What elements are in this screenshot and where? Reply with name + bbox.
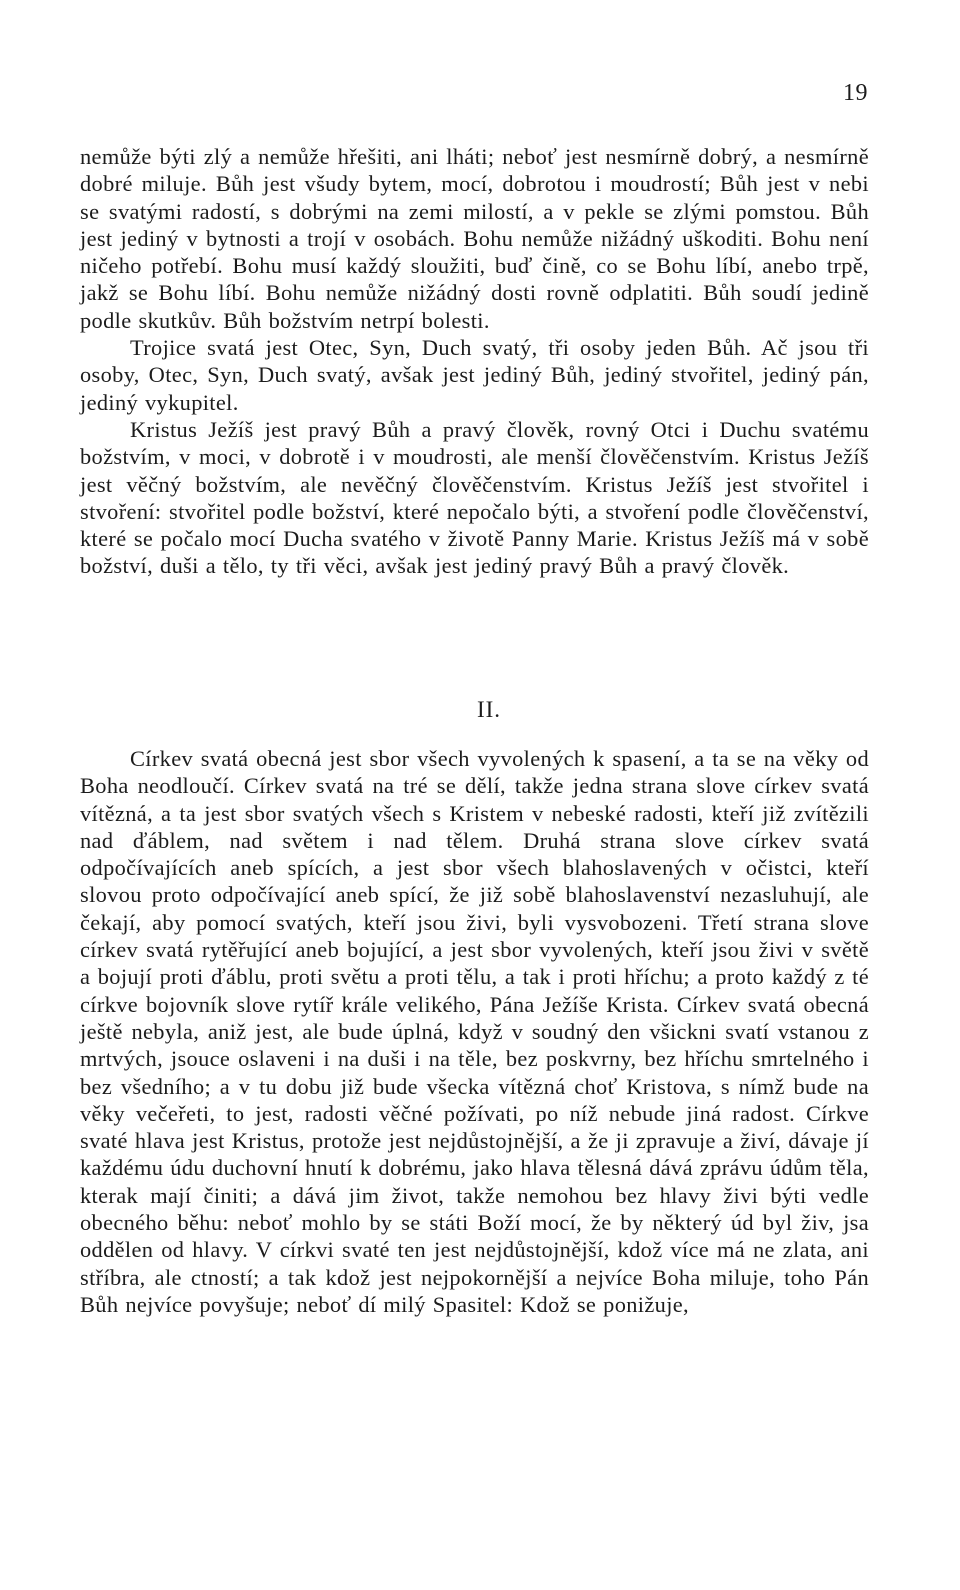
text-block-section-2 bbox=[80, 745, 869, 1318]
paragraph-church: Církev svatá obecná jest sbor všech vyvolených k spasení, a ta se na věky od Boha neodloučí. Církev svatá na tré se dělí, takže jedna strana slove církev svatá vítězná, a ta jest sbor svatých všech s Kristem v nebeské radosti, kteří již zvítězili nad ďáblem, nad světem i nad tělem. Druhá strana slove církev svatá odpočívajících aneb spících, a jest sbor všech blahoslavených v očistci, kteří slovou proto odpočívající aneb spící, že již sobě blahoslavenství nezasluhují, ale čekají, aby pomocí svatých, kteří jsou živi, byli vysvobozeni. Třetí strana slove církev svatá rytěřující aneb bojující, a jest sbor vyvolených, kteří jsou živi v světě a bojují proti ďáblu, proti světu a proti tělu, a tak i proti hříchu; a proto každý z té církve bojovník slove rytíř krále velikého, Pána Ježíše Krista. Církev svatá obecná ještě nebyla, aniž jest, ale bude úplná, když v soudný den všickni svatí vstanou z mrtvých, jsouce oslaveni i na duši i na těle, bez poskvrny, bez hříchu smrtelného i bez všedního; a v tu dobu již bude všecka vítězná choť Kristova, s nímž bude na věky večeřeti, to jest, radosti věčné požívati, po níž nebude jiná radost. Církve svaté hlava jest Kristus, protože jest nejdůstojnější, a že ji zpravuje a živí, dávaje jí každému údu duchovní hnutí k dobrému, jako hlava tělesná dává zprávu údům těla, kterak mají činiti; a dává jim život, takže nemohou bez hlavy živi býti vedle obecného běhu: neboť mohlo by se státi Boží mocí, že by některý úd byl živ, jsa oddělen od hlavy. V církvi svaté ten jest nejdůstojnější, kdož více má ne zlata, ani stříbra, ale ctností; a tak kdož jest nejpokornější a nejvíce Boha miluje, toho Pán Bůh nejvíce povyšuje; neboť dí milý Spasitel: Kdož se ponižuje, bbox=[80, 746, 869, 1317]
section-heading: II. bbox=[476, 697, 502, 722]
paragraph-christ: Kristus Ježíš jest pravý Bůh a pravý člověk, rovný Otci i Duchu svatému božstvím, v moci, v dobrotě i v moudrosti, ale menší člověčenstvím. Kristus Ježíš jest věčný božstvím, ale nevěčný člověčenstvím. Kristus Ježíš jest stvořitel i stvoření: stvořitel podle božství, které nepočalo býti, a stvoření podle člověčenství, které se počalo mocí Ducha svatého v životě Panny Marie. Kristus Ježíš má v sobě božství, duši a tělo, ty tři věci, avšak jest jediný pravý Bůh a pravý člověk. bbox=[80, 416, 869, 579]
page-number: 19 bbox=[843, 80, 868, 106]
paragraph-trinity: Trojice svatá jest Otec, Syn, Duch svatý, tři osoby jeden Bůh. Ač jsou tři osoby, Otec, Syn, Duch svatý, avšak jest jediný Bůh, jediný stvořitel, jediný pán, jediný vykupitel. bbox=[80, 335, 869, 415]
text-block-section-1 bbox=[80, 143, 869, 580]
paragraph-god-attributes: nemůže býti zlý a nemůže hřešiti, ani lháti; neboť jest nesmírně dobrý, a nesmírně dobré miluje. Bůh jest všudy bytem, mocí, dobrotou i moudrostí; Bůh jest v nebi se svatými radostí, s dobrými na zemi milostí, a v pekle se zlými pomstou. Bůh jest jediný v bytnosti a trojí v osobách. Bohu nemůže nižádný uškoditi. Bohu není ničeho potřebí. Bohu musí každý sloužiti, buď čině, co se Bohu líbí, anebo trpě, jakž se Bohu líbí. Bohu nemůže nižádný dosti rovně odplatiti. Bůh soudí jedině podle skutkův. Bůh božstvím netrpí bolesti. bbox=[80, 144, 869, 333]
